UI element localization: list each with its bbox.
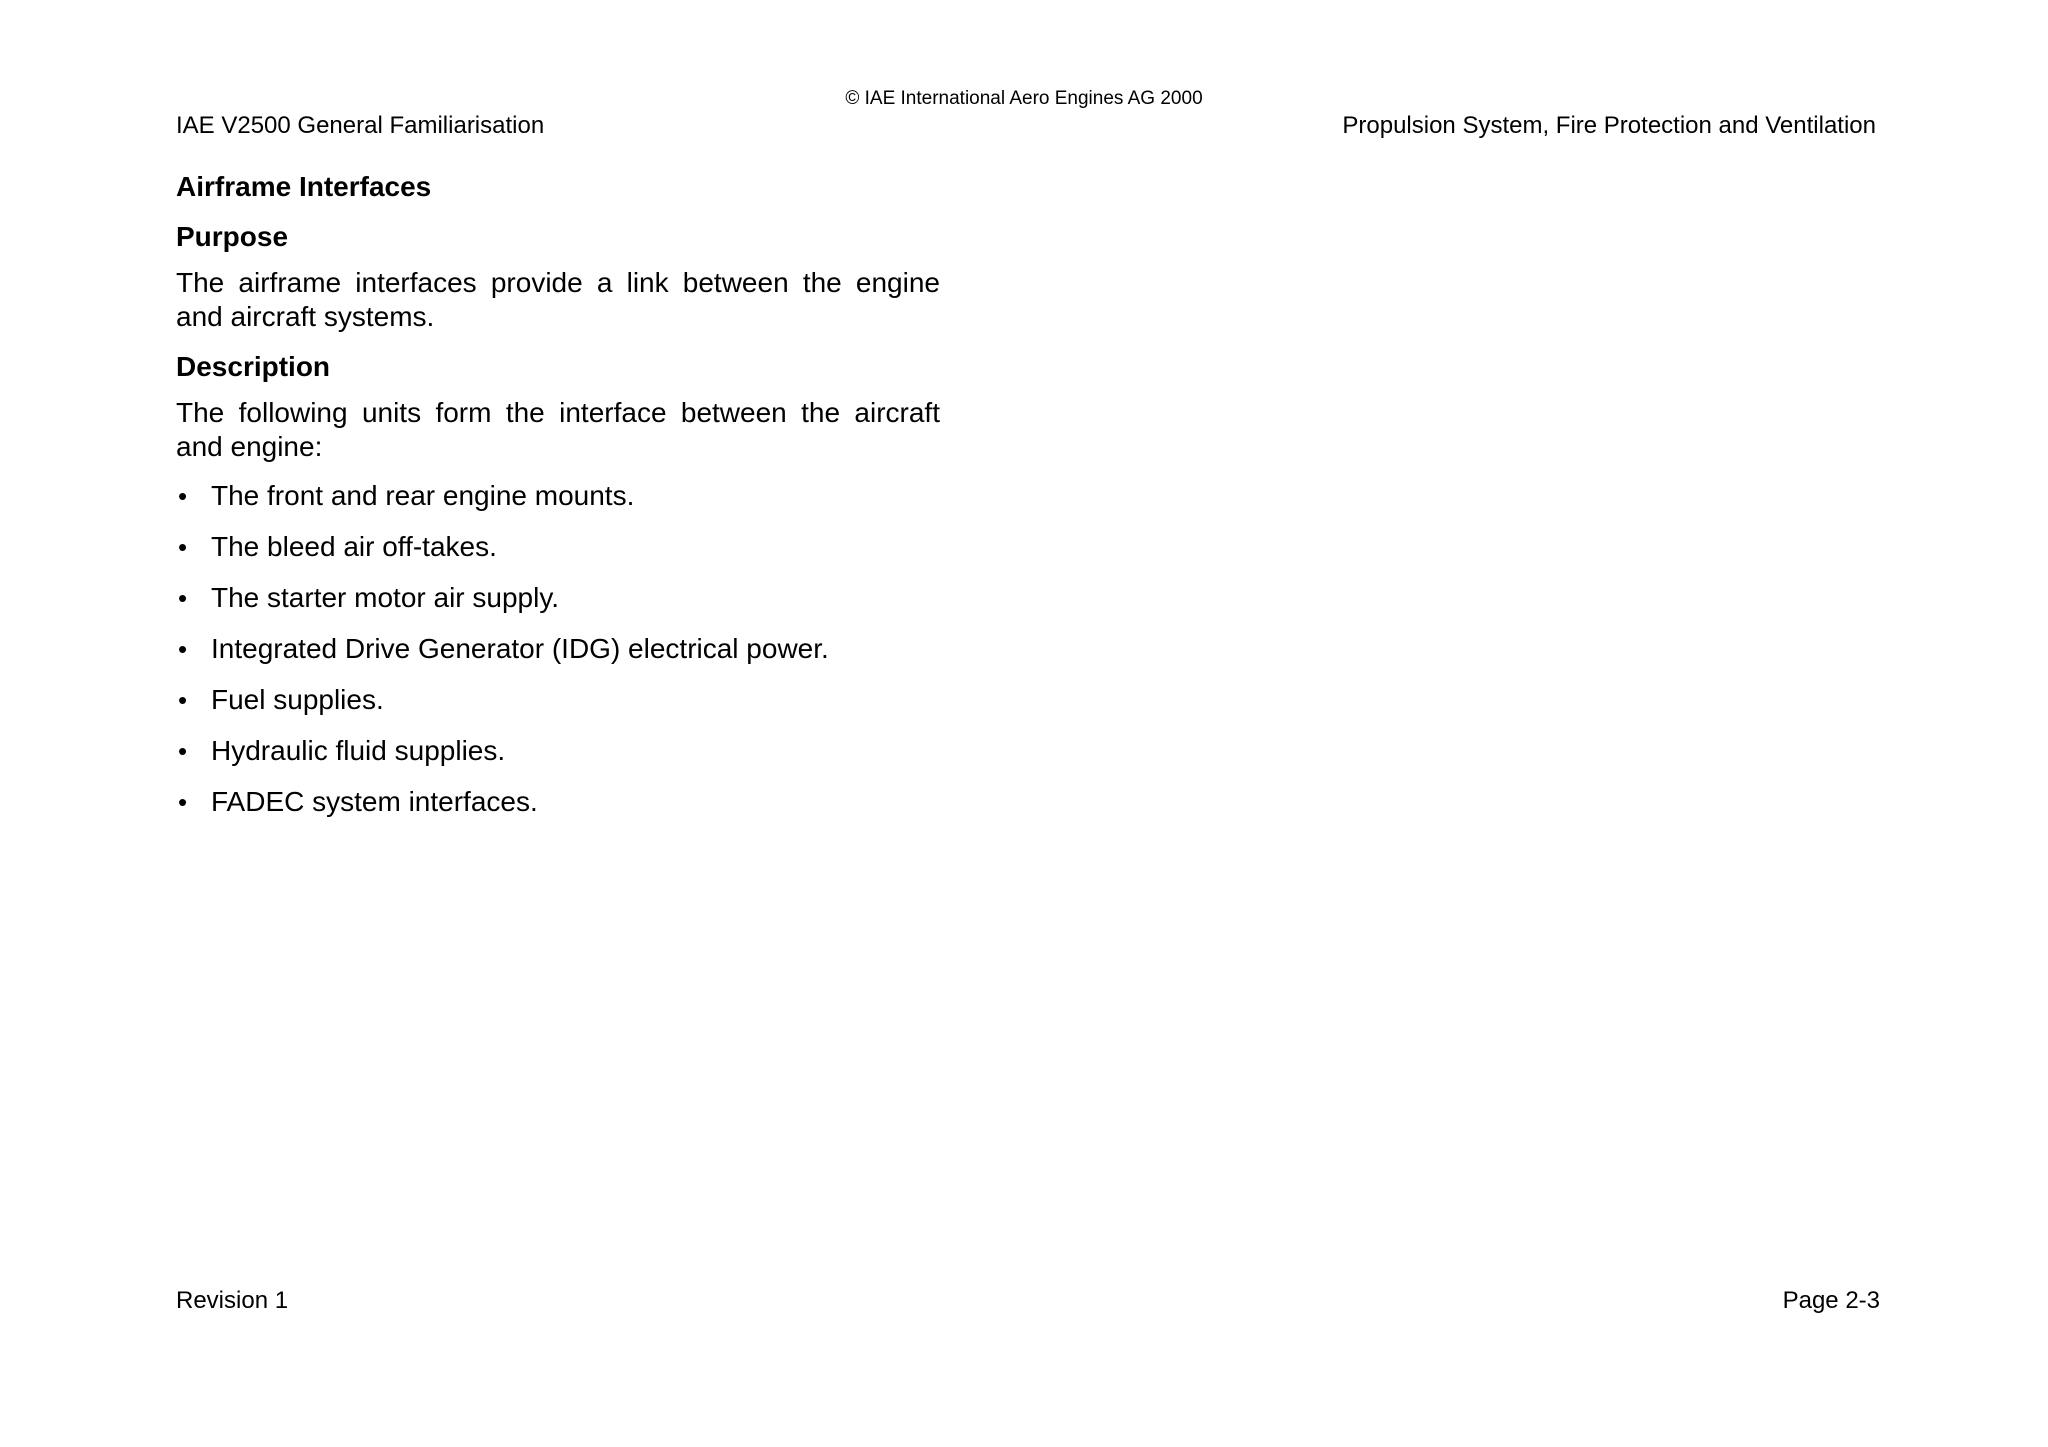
list-item [176,479,940,513]
footer-page-number: Page 2-3 [1782,1287,1880,1314]
list-item [176,683,940,717]
bullet-icon: • [178,736,188,766]
bullet-icon: • [178,685,188,715]
list-item-text: The bleed air off-takes. [211,531,497,562]
list-item [176,785,940,819]
list-item-text: The front and rear engine mounts. [211,480,635,511]
page-title: Airframe Interfaces [176,171,432,202]
purpose-heading: Purpose [176,221,289,252]
bullet-icon: • [178,532,188,562]
description-paragraph: The following units form the interface between the aircraft and engine: [176,397,940,462]
list-item [176,581,940,615]
main-content [176,170,940,836]
description-heading: Description [176,351,331,382]
list-item [176,734,940,768]
header-section-title: Propulsion System, Fire Protection and Ventilation [1342,112,1876,139]
interface-list [176,479,940,819]
header-document-title: IAE V2500 General Familiarisation [176,112,545,139]
list-item-text: Integrated Drive Generator (IDG) electrical power. [211,633,829,664]
list-item-text: The starter motor air supply. [211,582,560,613]
list-item-text: Hydraulic fluid supplies. [211,735,506,766]
list-item [176,530,940,564]
list-item [176,632,940,666]
bullet-icon: • [178,583,188,613]
list-item-text: FADEC system interfaces. [211,786,538,817]
bullet-icon: • [178,787,188,817]
list-item-text: Fuel supplies. [211,684,384,715]
bullet-icon: • [178,634,188,664]
copyright-notice: © IAE International Aero Engines AG 2000 [845,88,1203,109]
bullet-icon: • [178,481,188,511]
purpose-paragraph: The airframe interfaces provide a link between the engine and aircraft systems. [176,267,940,332]
footer-revision: Revision 1 [176,1287,289,1314]
